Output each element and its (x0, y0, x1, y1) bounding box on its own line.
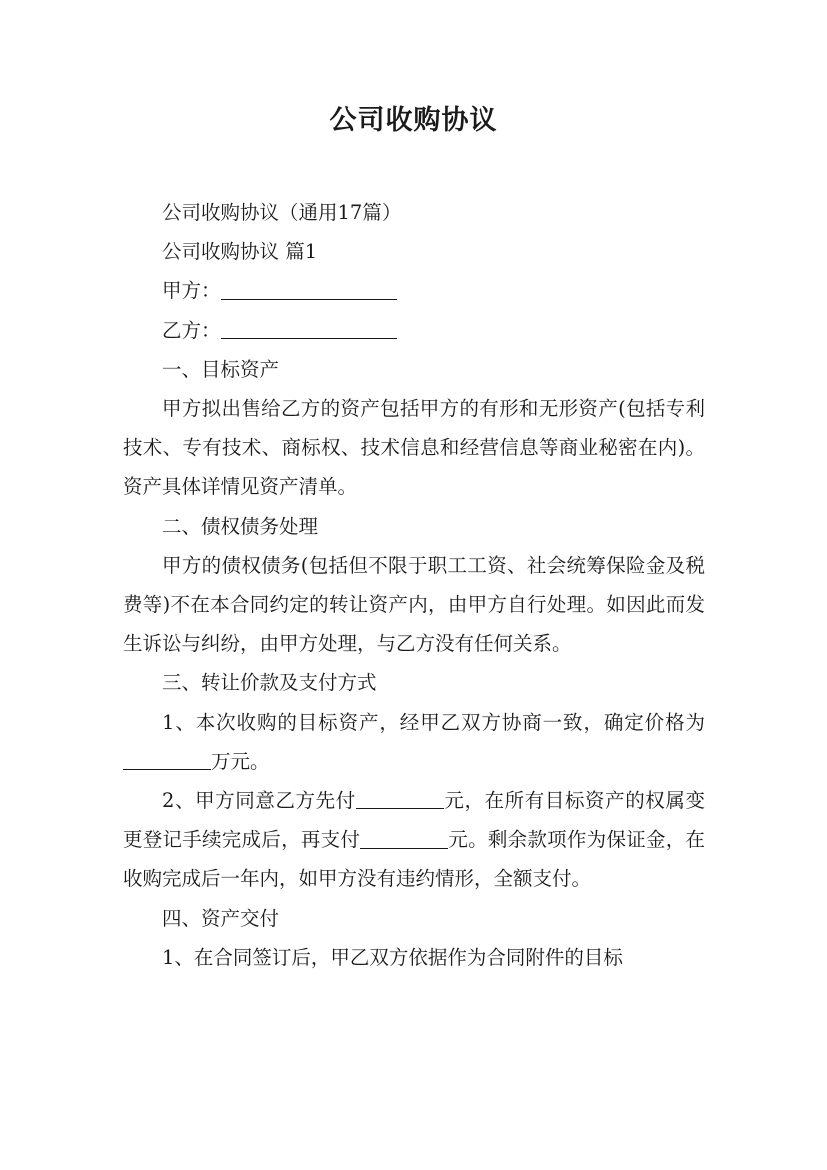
section-3-item-1-suffix: 万元。 (211, 749, 270, 773)
document-title: 公司收购协议 (329, 105, 498, 136)
section-3-item-2-mid: 元，在所有目标资产的权属变更登记手续完成后，再支付 (123, 789, 705, 852)
party-b-blank (221, 317, 397, 338)
section-1-heading: 一、目标资产 (162, 357, 280, 381)
section-3-heading: 三、转让价款及支付方式 (162, 671, 377, 695)
document-body (123, 193, 705, 977)
section-4-item-1: 1、在合同签订后，甲乙双方依据作为合同附件的目标 (162, 945, 623, 969)
section-4-heading: 四、资产交付 (162, 906, 280, 930)
party-a-label: 甲方： (162, 279, 221, 303)
party-a-blank (221, 278, 397, 299)
section-3-item-1 (123, 703, 705, 781)
document-subtitle: 公司收购协议（通用17篇） (162, 201, 402, 224)
section-2-heading: 二、债权债务处理 (162, 514, 319, 538)
second-payment-blank (360, 827, 448, 848)
section-2-paragraph: 甲方的债权债务(包括但不限于职工工资、社会统筹保险金及税费等)不在本合同约定的转让资产内，由甲方自行处理。如因此而发生诉讼与纠纷，由甲方处理，与乙方没有任何关系。 (123, 553, 705, 656)
section-3-item-2-prefix: 2、甲方同意乙方先付 (162, 789, 356, 813)
section-3-item-2-suffix: 元。剩余款项作为保证金，在收购完成后一年内，如甲方没有违约情形，全额支付。 (123, 828, 705, 891)
section-3-item-1-prefix: 1、本次收购的目标资产，经甲乙双方协商一致，确定价格为 (162, 710, 705, 734)
party-b-label: 乙方： (162, 318, 221, 342)
section-1-paragraph: 甲方拟出售给乙方的资产包括甲方的有形和无形资产(包括专利技术、专有技术、商标权、技术信息和经营信息等商业秘密在内)。资产具体详情见资产清单。 (123, 397, 705, 499)
chapter-heading: 公司收购协议 篇1 (162, 240, 318, 264)
first-payment-blank (356, 788, 444, 809)
section-3-item-2 (123, 781, 705, 899)
party-b-line (123, 311, 705, 350)
party-a-line (123, 271, 705, 310)
price-blank (123, 749, 211, 770)
